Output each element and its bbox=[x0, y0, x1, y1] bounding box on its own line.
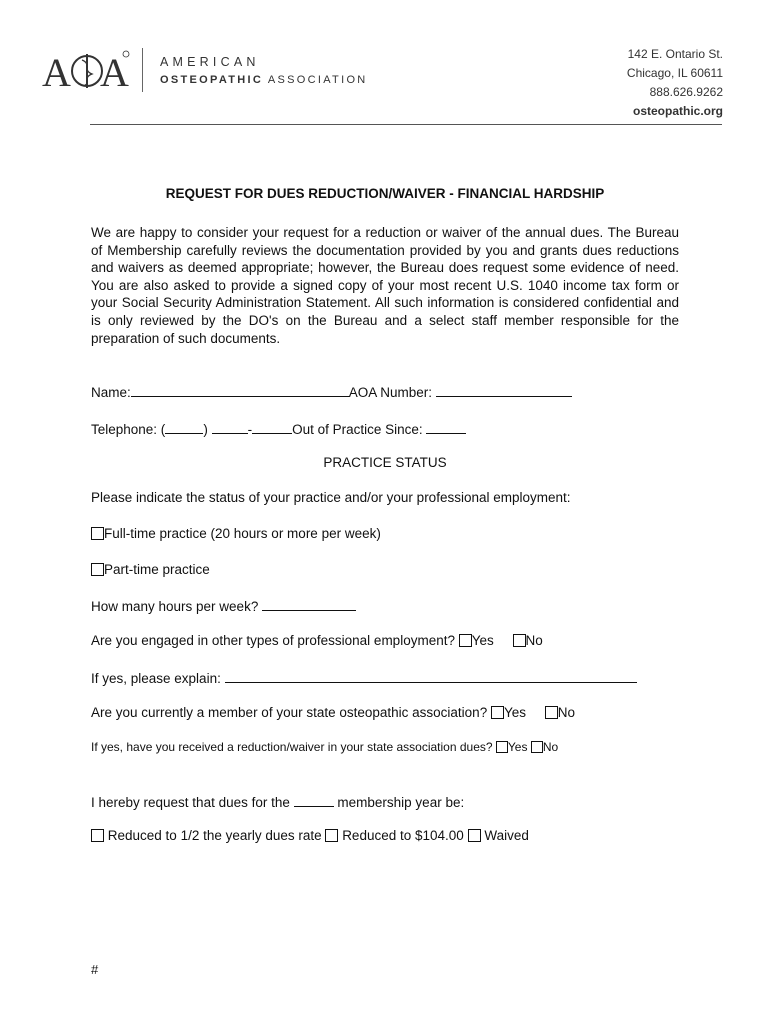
area-code-field[interactable] bbox=[165, 420, 203, 434]
footer-mark: # bbox=[91, 962, 99, 977]
state-reduction-no-label: No bbox=[542, 740, 559, 754]
logo-letter-a2: A bbox=[100, 50, 129, 92]
phone-line-field[interactable] bbox=[252, 420, 292, 434]
aoa-number-field[interactable] bbox=[436, 383, 572, 397]
explain-row bbox=[91, 669, 637, 686]
name-field[interactable] bbox=[131, 383, 349, 397]
address-phone: 888.626.9262 bbox=[649, 85, 723, 99]
waived-checkbox[interactable] bbox=[468, 829, 481, 842]
logo-letter-a1: A bbox=[42, 50, 71, 92]
hours-field[interactable] bbox=[262, 597, 356, 611]
org-name-line1: AMERICAN bbox=[160, 55, 260, 69]
other-employment-label: Are you engaged in other types of professional employment? bbox=[91, 633, 455, 648]
explain-label: If yes, please explain: bbox=[91, 671, 221, 686]
letterhead bbox=[0, 0, 770, 130]
org-name-line2 bbox=[160, 74, 368, 86]
reduced-half-checkbox[interactable] bbox=[91, 829, 104, 842]
full-time-row bbox=[91, 526, 381, 541]
state-member-row bbox=[91, 705, 575, 720]
state-reduction-no-checkbox[interactable] bbox=[531, 741, 543, 753]
telephone-label: Telephone: ( bbox=[91, 422, 166, 437]
waived-label: Waived bbox=[484, 828, 529, 843]
website-link[interactable]: osteopathic.org bbox=[632, 104, 723, 118]
hours-label: How many hours per week? bbox=[91, 599, 259, 614]
state-member-no-label: No bbox=[557, 705, 576, 720]
explain-field[interactable] bbox=[225, 669, 637, 683]
telephone-paren: ) bbox=[203, 422, 208, 437]
aoa-logo bbox=[42, 46, 132, 92]
request-lead-text: I hereby request that dues for the bbox=[91, 795, 290, 810]
other-employment-no-label: No bbox=[525, 633, 543, 648]
out-of-practice-label: Out of Practice Since: bbox=[292, 422, 423, 437]
reduced-half-label: Reduced to 1/2 the yearly dues rate bbox=[107, 828, 322, 843]
form-title: REQUEST FOR DUES REDUCTION/WAIVER - FINANCIAL HARDSHIP bbox=[165, 186, 605, 201]
aoa-number-label: AOA Number: bbox=[348, 385, 433, 400]
other-employment-yes-label: Yes bbox=[471, 633, 494, 648]
state-reduction-label: If yes, have you received a reduction/waiver in your state association dues? bbox=[91, 740, 493, 754]
state-reduction-yes-checkbox[interactable] bbox=[496, 741, 508, 753]
address-street: 142 E. Ontario St. bbox=[627, 47, 723, 61]
out-of-practice-field[interactable] bbox=[426, 420, 466, 434]
hours-row bbox=[91, 597, 356, 614]
other-employment-no-checkbox[interactable] bbox=[513, 634, 526, 647]
other-employment-yes-checkbox[interactable] bbox=[459, 634, 472, 647]
part-time-row bbox=[91, 562, 210, 577]
address-block bbox=[627, 45, 723, 121]
other-employment-row bbox=[91, 633, 543, 648]
request-trail-text: membership year be: bbox=[337, 795, 465, 810]
reduced-amount-label: Reduced to $104.00 bbox=[342, 828, 464, 843]
part-time-checkbox[interactable] bbox=[91, 563, 104, 576]
reduced-amount-checkbox[interactable] bbox=[325, 829, 338, 842]
request-row bbox=[91, 793, 464, 810]
header-rule bbox=[90, 124, 722, 125]
state-member-yes-label: Yes bbox=[503, 705, 526, 720]
telephone-row bbox=[91, 420, 466, 437]
full-time-checkbox[interactable] bbox=[91, 527, 104, 540]
state-reduction-yes-label: Yes bbox=[507, 740, 528, 754]
practice-instruction: Please indicate the status of your practice and/or your professional employment: bbox=[91, 490, 571, 505]
membership-year-field[interactable] bbox=[294, 793, 334, 807]
part-time-label: Part-time practice bbox=[104, 562, 210, 577]
state-member-no-checkbox[interactable] bbox=[545, 706, 558, 719]
telephone-dash: - bbox=[247, 422, 253, 437]
phone-prefix-field[interactable] bbox=[212, 420, 248, 434]
request-options-row bbox=[91, 828, 529, 843]
intro-paragraph: We are happy to consider your request for a reduction or waiver of the annual dues. The Bureau of Membership carefully reviews the documentation provided by you and grants dues reductions and waivers as deemed appropriate; however, the Bureau does request some evidence of need. You are also asked to provide a signed copy of your most recent U.S. 1040 income tax form or your Social Security Administration Statement. All such information is considered confidential and is only reviewed by the DO's on the Bureau and a select staff member responsible for the preparation of such documents. bbox=[91, 225, 679, 346]
org-name-association: ASSOCIATION bbox=[267, 74, 368, 86]
full-time-label: Full-time practice (20 hours or more per week) bbox=[104, 526, 381, 541]
state-member-label: Are you currently a member of your state osteopathic association? bbox=[91, 705, 488, 720]
state-reduction-row bbox=[91, 740, 558, 754]
address-city: Chicago, IL 60611 bbox=[626, 66, 723, 80]
name-row bbox=[91, 383, 572, 400]
org-name-osteopathic: OSTEOPATHIC bbox=[160, 74, 264, 86]
practice-status-heading: PRACTICE STATUS bbox=[323, 455, 447, 470]
state-member-yes-checkbox[interactable] bbox=[491, 706, 504, 719]
name-label: Name: bbox=[91, 385, 131, 400]
logo-divider bbox=[142, 48, 143, 92]
